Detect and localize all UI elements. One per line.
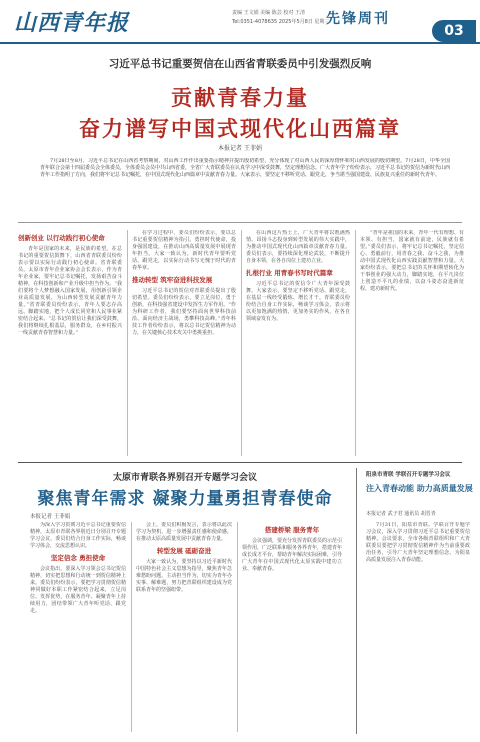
second-byline: 本报记者 王菲娟 <box>30 514 71 520</box>
subhead: 坚定信念 勇担使命 <box>50 554 106 562</box>
column-rule <box>237 522 238 732</box>
paragraph: 大家一致认为，要坚持以习近平新时代中国特色社会主义思想为指导，聚焦青年急难愁盼问题，主动担当作为，切实为青年办实事、解难题，努力把青联组织建设成为党联系青年的坚强纽带。 <box>136 559 232 593</box>
sidebar-column <box>366 522 470 734</box>
subhead: 搭建桥梁 服务青年 <box>264 526 320 534</box>
subhead: 创新创业 以行动践行初心使命 <box>18 234 105 242</box>
newspaper-logo: 山西青年报 <box>14 10 130 36</box>
main-byline: 本报记者 王菲娟 <box>218 145 262 152</box>
paragraph: 7月31日，阳泉市青联、学联召开专题学习会议，深入学习贯彻习近平总书记重要贺信精神。会议要求，全市各级青联组织和广大青联委员要把学习贯彻贺信精神作为当前重要政治任务，引导广大青年坚定理想信念，为阳泉高质量发展注入青春动能。 <box>366 522 470 563</box>
main-lede: 7月28日至8月，习近平总书记在山西省考察期间，对山西工作作出重要指示精神并提出殷切希望，充分体现了对山西人民的深厚情怀和对山西发展的殷切期望。7月28日，中华全国青年联合会第十四届委员会全体委员，全体委员会员中共山西省委，全省广大青联委员在认真学习中深受鼓舞，坚定理想信念。广大青年学子纷纷表示，习近平总书记的贺信为新时代山西青年工作指明了方向，我们将牢记总书记嘱托，在中国式现代化山西篇章中贡献青春力量。大家表示，要坚定不移听党话、跟党走，争当堪当强国建设、民族复兴重任的新时代青年。 <box>40 158 450 179</box>
divider <box>18 462 462 463</box>
paragraph: “青年是祖国的未来，青年一代有理想、有本领、有担当，国家就有前途，民族就有希望。”委员们表示，将牢记总书记嘱托，坚定信心、勇毅前行，用青春之我、奋斗之我，为推动中国式现代化山西实践贡献智慧和力量。大家纷纷表示，要把总书记的关怀和期望转化为干事创业的强大动力，脚踏实地，在平凡岗位上创造不平凡的业绩，以奋斗姿态奋进新征程、建功新时代。 <box>360 230 464 292</box>
divider <box>18 222 462 223</box>
paragraph: 会上，委员们积极发言，表示将以此次学习为契机，进一步增强责任感和使命感，在推动太原高质量发展中贡献青春力量。 <box>136 522 232 542</box>
paragraph: 会议指出，要深入学习领会总书记贺信精神，切实把思想和行动统一到贺信精神上来。委员们纷纷表示，要把学习贯彻贺信精神同做好本职工作紧密结合起来，立足岗位、发挥优势，在服务青年、凝聚青年上持续用力，团结带领广大青年听党话、跟党走。 <box>30 566 126 614</box>
sidebar-headline: 注入青春动能 助力高质量发展 <box>366 484 473 493</box>
masthead-info <box>232 9 329 27</box>
main-headline-line1: 贡献青春力量 <box>171 86 309 110</box>
second-column-1 <box>30 522 126 734</box>
main-column-3 <box>246 230 350 458</box>
editor-line: 责编 王文娟 美编 陈芸 校对 王清 <box>232 10 305 16</box>
paragraph: 青年是国家的未来，是民族的希望。在总书记的重要贺信鼓舞下，山西省青联委员纷纷表示要以实际行动践行初心使命。省青联委员、太原市青年企业家协会会长表示，作为青年企业家，要牢记总书记嘱托，发扬艰苦奋斗精神，在科技创新和产业升级中担当作为。“我们要将个人梦想融入国家发展，用创新引领企业高质量发展，为山西转型发展贡献青年力量。”省青联委员纷纷表示，青年人要志存高远、脚踏实地，把个人成长同党和人民事业紧密结合起来。“总书记的贺信让我们深受鼓舞，我们将继续扎根基层，服务群众，在乡村振兴一线贡献青春智慧和力量。” <box>18 246 122 336</box>
main-column-2 <box>132 230 236 458</box>
paragraph: 在学习过程中，委员们纷纷表示，要以总书记重要贺信精神为指引，勇担时代使命，投身强国建设，在推动山西高质量发展中展现青年担当。大家一致认为，新时代青年要听党话、跟党走，以实际行动书写无愧于时代的青春华章。 <box>132 230 236 271</box>
main-kicker: 习近平总书记重要贺信在山西省青联委员中引发强烈反响 <box>108 58 372 70</box>
masthead <box>0 0 480 44</box>
main-column-1 <box>18 230 122 458</box>
paragraph: 会议强调，要充分发挥青联委员的示范引领作用，广泛联系和服务各界青年，搭建青年成长成才平台，帮助青年解决实际困难，引导广大青年在中国式现代化太原实践中建功立业、奉献青春。 <box>242 538 342 572</box>
subhead: 扎根行业 用青春书写时代篇章 <box>246 269 333 277</box>
section-title: 先锋周刊 <box>326 11 390 27</box>
paragraph: 在山西这片热土上，广大青年将以饱满热情、昂扬斗志投身到转型发展的伟大实践中，为推动中国式现代化山西篇章贡献青春力量。委员们表示，要持续深化理论武装，不断提升自身本领，在各自岗位上建功立业。 <box>246 230 350 264</box>
second-column-3 <box>242 522 342 734</box>
subhead: 转型发展 砥砺奋进 <box>156 547 212 555</box>
sidebar-kicker: 阳泉市青联 学联召开专题学习会议 <box>366 472 451 478</box>
column-rule <box>127 230 128 456</box>
second-headline: 聚焦青年需求 凝聚力量勇担青春使命 <box>37 489 333 509</box>
sidebar-rule <box>356 468 357 734</box>
column-rule <box>355 230 356 456</box>
main-column-4 <box>360 230 464 458</box>
column-rule <box>241 230 242 456</box>
second-column-2 <box>136 522 232 734</box>
subhead: 推动转型 筑牢奋进科技发展 <box>132 276 213 284</box>
sidebar-byline: 本报记者 武子君 通讯员 胡晋青 <box>366 511 436 517</box>
main-headline-line2: 奋力谱写中国式现代化山西篇章 <box>79 117 401 141</box>
date-line: Tel:0351-4078635 2025年5月8日 星期三 <box>232 19 330 25</box>
second-kicker: 太原市青联各界别召开专题学习会议 <box>112 473 257 483</box>
paragraph: 习近平总书记的贺信令广大青年深受鼓舞。大家表示，要坚定不移听党话、跟党走，在基层一线经受锻炼、增长才干。青联委员纷纷结合自身工作实际，畅谈学习体会，表示将以更加饱满的热情、更加务实的作风，在各自领域奋发有为。 <box>246 281 350 322</box>
page-number-badge: 03 <box>432 20 476 42</box>
paragraph: 习近平总书记的贺信对青联委员提出了殷切希望。委员们纷纷表示，要立足岗位，勇于创新，在科技强省建设中发挥生力军作用。“作为科研工作者，我们要坚持面向世界科技前沿、面向经济主战场，勇攀科技高峰。”青年科技工作者纷纷表示，将以总书记贺信精神为动力，在关键核心技术攻关中勇挑重担。 <box>132 288 236 336</box>
paragraph: 为深入学习贯彻习近平总书记重要贺信精神，太原市青联各界别近日分别召开专题学习会议，委员们结合自身工作实际，畅谈学习体会，交流思想认识。 <box>30 522 126 549</box>
column-rule <box>131 522 132 732</box>
